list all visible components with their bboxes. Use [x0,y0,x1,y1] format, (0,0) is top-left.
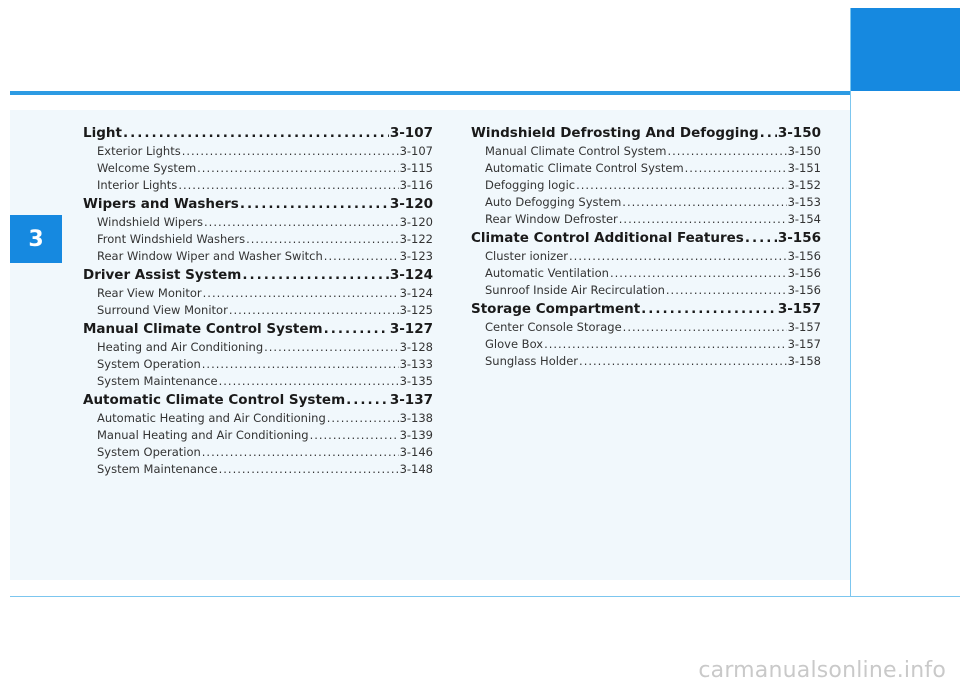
toc-entry[interactable]: Manual Heating and Air Conditioning ..... 3-139 [83,427,433,444]
toc-entry[interactable]: Auto Defogging System ..... 3-153 [471,194,821,211]
toc-entry[interactable]: Rear Window Wiper and Washer Switch ..... 3-123 [83,248,433,265]
toc-entry[interactable]: System Maintenance ..... 3-148 [83,461,433,478]
toc-column-right [471,123,821,370]
footer-rule [10,596,960,597]
toc-section[interactable]: Windshield Defrosting And Defogging ..... 3-150 [471,123,821,143]
toc-entry[interactable]: Welcome System ..... 3-115 [83,160,433,177]
toc-section[interactable]: Automatic Climate Control System ..... 3-137 [83,390,433,410]
toc-entry[interactable]: Sunroof Inside Air Recirculation ..... 3-156 [471,282,821,299]
toc-entry[interactable]: Cluster ionizer ..... 3-156 [471,248,821,265]
toc-entry[interactable]: Automatic Climate Control System ..... 3-151 [471,160,821,177]
tab-divider-line [850,8,851,596]
toc-column-left [83,123,433,478]
watermark-text: carmanualsonline.info [698,658,946,683]
toc-entry[interactable]: Manual Climate Control System ..... 3-150 [471,143,821,160]
toc-entry[interactable]: Center Console Storage ..... 3-157 [471,319,821,336]
toc-section[interactable]: Manual Climate Control System ..... 3-127 [83,319,433,339]
toc-section[interactable]: Light ..... 3-107 [83,123,433,143]
toc-entry[interactable]: Automatic Ventilation ..... 3-156 [471,265,821,282]
chapter-badge: 3 [10,215,62,263]
toc-entry[interactable]: System Maintenance ..... 3-135 [83,373,433,390]
toc-section[interactable]: Driver Assist System ..... 3-124 [83,265,433,285]
toc-entry[interactable]: Windshield Wipers ..... 3-120 [83,214,433,231]
toc-entry[interactable]: Heating and Air Conditioning ..... 3-128 [83,339,433,356]
toc-entry[interactable]: Rear View Monitor ..... 3-124 [83,285,433,302]
toc-entry[interactable]: Interior Lights ..... 3-116 [83,177,433,194]
toc-entry[interactable]: Rear Window Defroster ..... 3-154 [471,211,821,228]
toc-entry[interactable]: Defogging logic ..... 3-152 [471,177,821,194]
toc-section[interactable]: Storage Compartment ..... 3-157 [471,299,821,319]
toc-entry[interactable]: Sunglass Holder ..... 3-158 [471,353,821,370]
toc-entry[interactable]: System Operation ..... 3-133 [83,356,433,373]
toc-entry[interactable]: Glove Box ..... 3-157 [471,336,821,353]
chapter-tab-block [851,8,960,91]
toc-entry[interactable]: Automatic Heating and Air Conditioning ..... 3-138 [83,410,433,427]
toc-entry[interactable]: System Operation ..... 3-146 [83,444,433,461]
header-rule [10,91,850,95]
toc-entry[interactable]: Exterior Lights ..... 3-107 [83,143,433,160]
toc-section[interactable]: Climate Control Additional Features ..... 3-156 [471,228,821,248]
toc-entry[interactable]: Front Windshield Washers ..... 3-122 [83,231,433,248]
toc-entry[interactable]: Surround View Monitor ..... 3-125 [83,302,433,319]
toc-section[interactable]: Wipers and Washers ..... 3-120 [83,194,433,214]
